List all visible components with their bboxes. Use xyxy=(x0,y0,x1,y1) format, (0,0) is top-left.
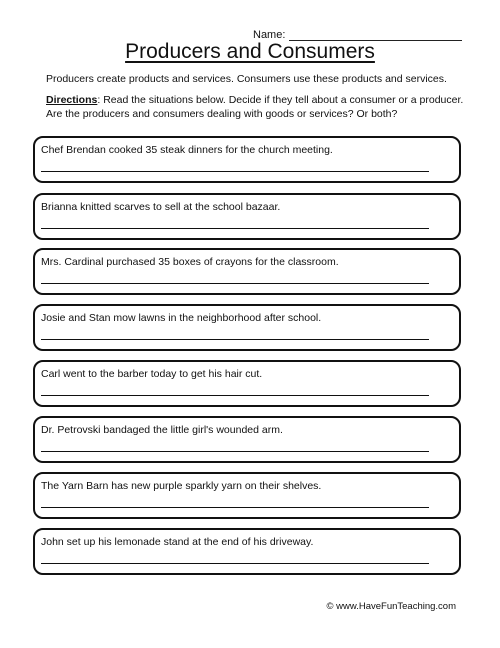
question-box-5 xyxy=(33,360,461,407)
answer-line[interactable] xyxy=(41,171,429,172)
question-box-8 xyxy=(33,528,461,575)
answer-line[interactable] xyxy=(41,507,429,508)
intro-text: Producers create products and services. Consumers use these products and services. xyxy=(46,73,447,85)
question-text: The Yarn Barn has new purple sparkly yarn on their shelves. xyxy=(41,480,322,492)
question-box-2 xyxy=(33,193,461,240)
copyright-footer: © www.HaveFunTeaching.com xyxy=(326,601,456,612)
directions xyxy=(46,93,466,121)
directions-label: Directions xyxy=(46,94,98,106)
answer-line[interactable] xyxy=(41,228,429,229)
answer-line[interactable] xyxy=(41,563,429,564)
question-text: Mrs. Cardinal purchased 35 boxes of crayons for the classroom. xyxy=(41,256,339,268)
question-text: Carl went to the barber today to get his hair cut. xyxy=(41,368,263,380)
question-box-1 xyxy=(33,136,461,183)
question-box-7 xyxy=(33,472,461,519)
worksheet-title: Producers and Consumers xyxy=(125,40,375,63)
question-box-4 xyxy=(33,304,461,351)
answer-line[interactable] xyxy=(41,395,429,396)
answer-line[interactable] xyxy=(41,451,429,452)
name-label: Name: xyxy=(253,29,286,41)
question-box-6 xyxy=(33,416,461,463)
question-text: Dr. Petrovski bandaged the little girl's wounded arm. xyxy=(41,424,283,436)
question-text: John set up his lemonade stand at the end of his driveway. xyxy=(41,536,314,548)
answer-line[interactable] xyxy=(41,339,429,340)
directions-text: : Read the situations below. Decide if they tell about a consumer or a producer. Are the producers and consumers dealing with goods or services? Or both? xyxy=(46,94,464,120)
question-text: Chef Brendan cooked 35 steak dinners for the church meeting. xyxy=(41,144,333,156)
question-text: Josie and Stan mow lawns in the neighborhood after school. xyxy=(41,312,322,324)
answer-line[interactable] xyxy=(41,283,429,284)
question-text: Brianna knitted scarves to sell at the school bazaar. xyxy=(41,201,281,213)
question-box-3 xyxy=(33,248,461,295)
